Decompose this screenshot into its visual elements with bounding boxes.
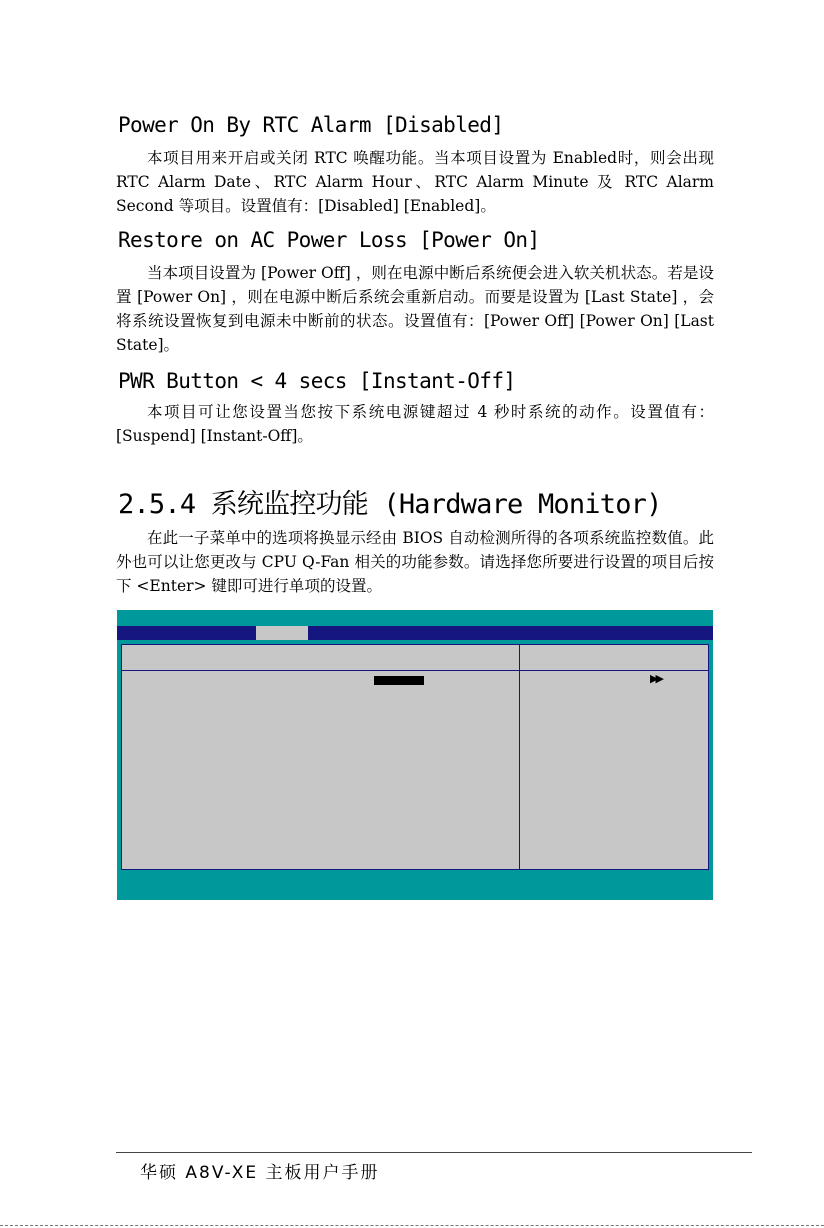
section-heading-restore-ac: Restore on AC Power Loss [Power On] [118, 228, 540, 252]
double-arrow-right-icon: ▶▶ [650, 672, 661, 685]
bios-screenshot [117, 610, 713, 900]
bios-help-divider [519, 645, 520, 869]
section-heading-rtc-alarm: Power On By RTC Alarm [Disabled] [118, 113, 504, 137]
section-body-pwr-button: 本项目可让您设置当您按下系统电源键超过 4 秒时系统的动作。设置值有：[Suspend] [Instant-Off]。 [116, 403, 714, 445]
page-footer: 华硕 A8V-XE 主板用户手册 [140, 1163, 380, 1183]
bios-selected-item [374, 676, 424, 685]
section-heading-hardware-monitor: 2.5.4 系统监控功能 (Hardware Monitor) [118, 489, 662, 520]
footer-rule [116, 1152, 752, 1153]
bios-menu-bar [117, 626, 713, 640]
section-body-restore-ac: 当本项目设置为 [Power Off] ，则在电源中断后系统便会进入软关机状态。若是设置 [Power On] ，则在电源中断后系统会重新启动。而要是设置为 [Last State] ，会将系统设置恢复到电源未中断前的状态。设置值有：[Power Off] [Power On] [Last State]。 [116, 264, 714, 354]
bios-panel-header [122, 645, 708, 671]
bios-footer-bar [117, 872, 713, 900]
bios-main-panel [121, 644, 709, 870]
section-heading-pwr-button: PWR Button < 4 secs [Instant-Off] [118, 369, 516, 393]
bios-active-tab [256, 626, 308, 640]
page-edge-dashes [0, 1225, 824, 1226]
section-body-rtc-alarm: 本项目用来开启或关闭 RTC 唤醒功能。当本项目设置为 Enabled时，则会出现 RTC Alarm Date、RTC Alarm Hour、RTC Alarm Minute 及 RTC Alarm Second 等项目。设置值有：[Disabled] [Enabled]。 [116, 149, 714, 215]
section-body-hardware-monitor: 在此一子菜单中的选项将换显示经由 BIOS 自动检测所得的各项系统监控数值。此外也可以让您更改与 CPU Q-Fan 相关的功能参数。请选择您所要进行设置的项目后按下 <Enter> 键即可进行单项的设置。 [116, 529, 714, 595]
